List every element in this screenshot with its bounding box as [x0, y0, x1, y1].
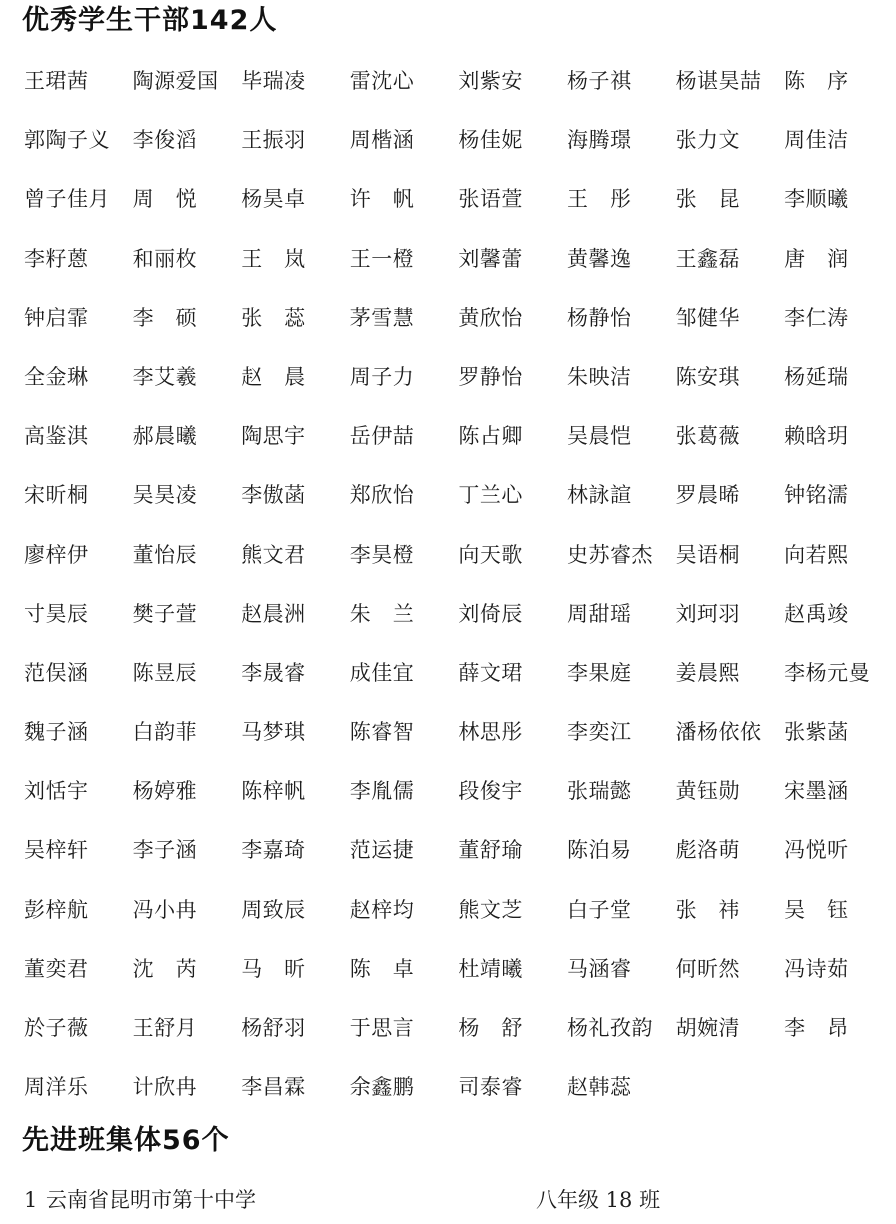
student-name: 刘紫安 [458, 69, 523, 93]
student-name: 王振羽 [241, 128, 306, 153]
student-name: 彪洛萌 [675, 838, 741, 863]
student-name: 董奕君 [24, 956, 89, 981]
student-name: 于思言 [349, 1016, 415, 1040]
student-name: 王 彤 [566, 187, 632, 212]
student-name: 李晟睿 [241, 660, 306, 685]
student-name: 和丽枚 [132, 246, 198, 271]
student-name: 周洋乐 [24, 1075, 89, 1100]
student-name: 郑欣怡 [349, 483, 415, 508]
student-name: 寸昊辰 [24, 601, 89, 626]
student-name: 赵 晨 [241, 364, 306, 389]
student-name: 陈占卿 [458, 424, 523, 449]
student-name: 计欣冉 [132, 1075, 198, 1100]
student-name: 高鉴淇 [24, 424, 89, 449]
student-name: 岳伊喆 [349, 424, 415, 449]
student-name: 李昊橙 [349, 542, 415, 567]
student-name: 范运捷 [349, 838, 415, 863]
cadre-name-list [24, 52, 896, 1117]
student-name: 李杨元曼 [784, 660, 871, 685]
student-name: 张瑞懿 [566, 779, 632, 804]
student-name: 郝晨曦 [132, 424, 198, 449]
student-name: 王鑫磊 [675, 246, 741, 271]
award-class: 八年级 18 班 [536, 1188, 661, 1212]
student-name: 董怡辰 [132, 542, 198, 567]
student-name: 刘倚辰 [458, 601, 523, 626]
student-name: 李傲菡 [241, 483, 306, 508]
student-name: 陶源爱国 [132, 69, 219, 93]
student-name: 余鑫鹏 [349, 1075, 415, 1100]
student-name: 李顺曦 [784, 187, 849, 212]
student-name: 范俣涵 [24, 660, 89, 685]
student-name: 周 悦 [132, 187, 198, 212]
student-name: 李子涵 [132, 838, 198, 863]
student-name: 张力文 [675, 128, 741, 153]
student-name: 杜靖曦 [458, 956, 523, 981]
student-name: 钟启霏 [24, 305, 89, 330]
student-name: 赖晗玥 [784, 424, 849, 449]
student-name: 陈 序 [784, 69, 849, 93]
student-name: 吴语桐 [675, 542, 741, 567]
student-name: 赵晨洲 [241, 601, 306, 626]
student-name: 朱映洁 [566, 364, 632, 389]
student-name: 张葛薇 [675, 424, 741, 449]
student-name: 董舒瑜 [458, 838, 523, 863]
student-name: 李 昂 [784, 1016, 849, 1040]
student-name: 李奕江 [566, 720, 632, 745]
student-name: 李 硕 [132, 305, 198, 330]
student-name: 杨 舒 [458, 1016, 523, 1040]
student-name: 黄钰勋 [675, 779, 741, 804]
student-name: 熊文君 [241, 542, 306, 567]
student-name: 黄欣怡 [458, 305, 523, 330]
student-name: 陈梓帆 [241, 779, 306, 804]
student-name: 邹健华 [675, 305, 741, 330]
student-name: 林思彤 [458, 720, 523, 745]
student-name: 张 祎 [675, 897, 741, 922]
student-name: 罗晨晞 [675, 483, 741, 508]
student-name: 李嘉琦 [241, 838, 306, 863]
student-name: 樊子萱 [132, 601, 198, 626]
student-name: 白韵菲 [132, 720, 198, 745]
student-name: 杨延瑞 [784, 364, 849, 389]
student-name: 陈泊易 [566, 838, 632, 863]
student-name: 赵禹竣 [784, 601, 849, 626]
student-name: 宋墨涵 [784, 779, 849, 804]
student-name: 毕瑞凌 [241, 69, 306, 93]
student-name: 杨婷雅 [132, 779, 198, 804]
student-name: 李仁涛 [784, 305, 849, 330]
student-name: 赵梓均 [349, 897, 415, 922]
award-index: 1 [24, 1188, 38, 1212]
student-name: 杨礼孜韵 [566, 1016, 653, 1040]
student-name: 唐 润 [784, 246, 849, 271]
student-name: 廖梓伊 [24, 542, 89, 567]
student-name: 李果庭 [566, 660, 632, 685]
student-name: 魏子涵 [24, 720, 89, 745]
student-name: 郭陶子义 [24, 128, 110, 153]
student-name: 李艾羲 [132, 364, 198, 389]
section-heading-outstanding-cadres: 优秀学生干部142人 [22, 5, 278, 36]
student-name: 冯悦听 [784, 838, 849, 863]
student-name: 熊文芝 [458, 897, 523, 922]
student-name: 马梦琪 [241, 720, 306, 745]
student-name: 史苏睿杰 [566, 542, 653, 567]
student-name: 王舒月 [132, 1016, 198, 1040]
student-name: 向若熙 [784, 542, 849, 567]
student-name: 杨子祺 [566, 69, 632, 93]
student-name: 於子薇 [24, 1016, 89, 1040]
student-name: 冯诗茹 [784, 956, 849, 981]
section-heading-advanced-classes: 先进班集体56个 [22, 1125, 230, 1156]
student-name: 丁兰心 [458, 483, 523, 508]
student-name: 沈 芮 [132, 956, 198, 981]
student-name: 杨昊卓 [241, 187, 306, 212]
student-name: 陈 卓 [349, 956, 415, 981]
student-name: 姜晨熙 [675, 660, 741, 685]
student-name: 陈睿智 [349, 720, 415, 745]
student-name: 吴晨恺 [566, 424, 632, 449]
student-name: 周甜瑶 [566, 601, 632, 626]
student-name: 吴昊凌 [132, 483, 198, 508]
student-name: 潘杨依依 [675, 720, 762, 745]
student-name: 王 岚 [241, 246, 306, 271]
student-name: 赵韩蕊 [566, 1075, 632, 1100]
student-name: 李籽蒽 [24, 246, 89, 271]
student-name: 钟铭濡 [784, 483, 849, 508]
student-name: 黄馨逸 [566, 246, 632, 271]
student-name: 彭梓航 [24, 897, 89, 922]
student-name: 刘馨蕾 [458, 246, 523, 271]
student-name: 雷沈心 [349, 69, 415, 93]
student-name: 成佳宜 [349, 660, 415, 685]
student-name: 冯小冉 [132, 897, 198, 922]
student-name: 杨舒羽 [241, 1016, 306, 1040]
student-name: 胡婉清 [675, 1016, 741, 1040]
student-name: 白子堂 [566, 897, 632, 922]
award-school: 云南省昆明市第十中学 [46, 1188, 256, 1212]
student-name: 李胤儒 [349, 779, 415, 804]
student-name: 向天歌 [458, 542, 523, 567]
student-name: 张语萱 [458, 187, 523, 212]
student-name: 茅雪慧 [349, 305, 415, 330]
student-name: 周楷涵 [349, 128, 415, 153]
student-name: 刘珂羽 [675, 601, 741, 626]
student-name: 司泰睿 [458, 1075, 523, 1100]
student-name: 陈昱辰 [132, 660, 198, 685]
student-name: 李俊滔 [132, 128, 198, 153]
student-name: 周子力 [349, 364, 415, 389]
class-award-row [24, 1180, 884, 1220]
student-name: 李昌霖 [241, 1075, 306, 1100]
student-name: 宋昕桐 [24, 483, 89, 508]
student-name: 吴梓轩 [24, 838, 89, 863]
student-name: 张 昆 [675, 187, 741, 212]
student-name: 薛文珺 [458, 660, 523, 685]
student-name: 海腾璟 [566, 128, 632, 153]
student-name: 朱 兰 [349, 601, 415, 626]
student-name: 何昕然 [675, 956, 741, 981]
student-name: 杨佳妮 [458, 128, 523, 153]
student-name: 马涵睿 [566, 956, 632, 981]
student-name: 吴 钰 [784, 897, 849, 922]
student-name: 张 蕊 [241, 305, 306, 330]
student-name: 全金琳 [24, 364, 89, 389]
student-name: 许 帆 [349, 187, 415, 212]
student-name: 杨谌昊喆 [675, 69, 762, 93]
student-name: 王珺茜 [24, 69, 89, 93]
student-name: 刘恬宇 [24, 779, 89, 804]
student-name: 罗静怡 [458, 364, 523, 389]
student-name: 周佳洁 [784, 128, 849, 153]
student-name: 林詠諠 [566, 483, 632, 508]
student-name: 周致辰 [241, 897, 306, 922]
student-name: 段俊宇 [458, 779, 523, 804]
student-name: 张紫菡 [784, 720, 849, 745]
student-name: 杨静怡 [566, 305, 632, 330]
student-name: 王一橙 [349, 246, 415, 271]
student-name: 马 昕 [241, 956, 306, 981]
student-name: 陶思宇 [241, 424, 306, 449]
student-name: 陈安琪 [675, 364, 741, 389]
student-name: 曾子佳月 [24, 187, 110, 212]
